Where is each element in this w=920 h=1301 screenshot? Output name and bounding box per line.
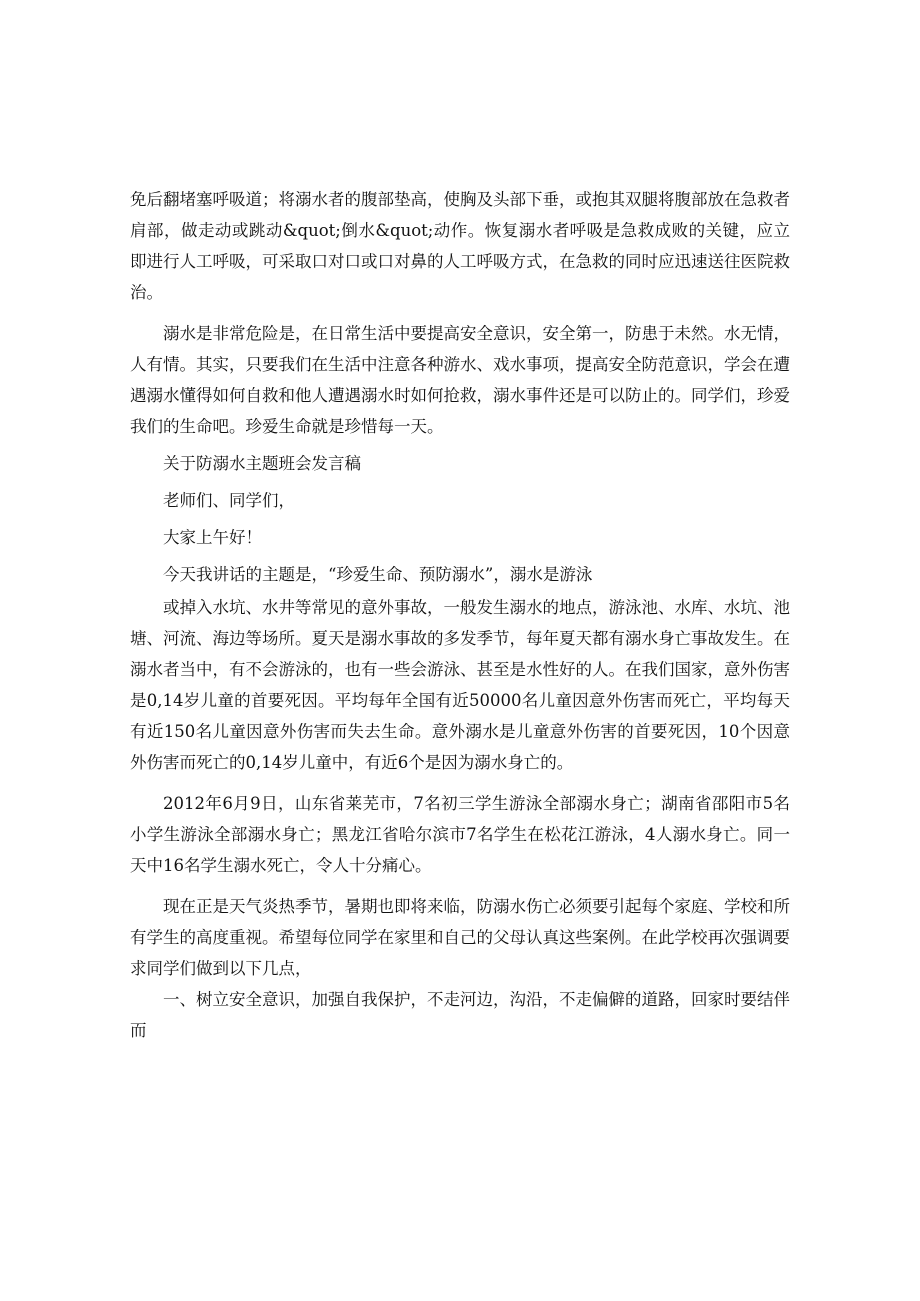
paragraph-rule-one: 一、树立安全意识，加强自我保护，不走河边，沟沿，不走偏僻的道路，回家时要结伴而 [130,990,790,1040]
speech-topic: 今天我讲话的主题是，“珍爱生命、预防溺水”，溺水是游泳 [163,565,593,584]
document-body [130,184,790,1046]
salutation: 老师们、同学们， [163,491,295,510]
speech-title: 关于防溺水主题班会发言稿 [163,454,361,473]
greeting: 大家上午好！ [163,528,262,547]
paragraph-summer-warning: 现在正是天气炎热季节，暑期也即将来临，防溺水伤亡必须要引起每个家庭、学校和所有学生的高度重视。希望每位同学在家里和自己的父母认真这些案例。在此学校再次强调要求同学们做到以下几点， [130,897,790,978]
paragraph-accident-statistics: 或掉入水坑、水井等常见的意外事故，一般发生溺水的地点，游泳池、水库、水坑、池塘、河流、海边等场所。夏天是溺水事故的多发季节，每年夏天都有溺水身亡事故发生。在溺水者当中，有不会游泳的，也有一些会游泳、甚至是水性好的人。在我们国家，意外伤害是0,14岁儿童的首要死因。平均每年全国有近50000名儿童因意外伤害而死亡，平均每天有近150名儿童因意外伤害而失去生命。意外溺水是儿童意外伤害的首要死因，10个因意外伤害而死亡的0,14岁儿童中，有近6个是因为溺水身亡的。 [130,598,790,772]
paragraph-drowning-danger: 溺水是非常危险是，在日常生活中要提高安全意识，安全第一，防患于未然。水无情，人有情。其实，只要我们在生活中注意各种游水、戏水事项，提高安全防范意识，学会在遭遇溺水懂得如何自救和他人遭遇溺水时如何抢救，溺水事件还是可以防止的。同学们，珍爱我们的生命吧。珍爱生命就是珍惜每一天。 [130,324,790,436]
paragraph-2012-cases: 2012年6月9日，山东省莱芜市，7名初三学生游泳全部溺水身亡；湖南省邵阳市5名小学生游泳全部溺水身亡；黑龙江省哈尔滨市7名学生在松花江游泳，4人溺水身亡。同一天中16名学生溺水死亡，令人十分痛心。 [130,794,790,875]
paragraph-first-aid-continued: 免后翻堵塞呼吸道；将溺水者的腹部垫高，使胸及头部下垂，或抱其双腿将腹部放在急救者肩部，做走动或跳动&quot;倒水&quot;动作。恢复溺水者呼吸是急救成败的关键，应立即进行人工呼吸，可采取口对口或口对鼻的人工呼吸方式，在急救的同时应迅速送往医院救治。 [130,190,790,302]
